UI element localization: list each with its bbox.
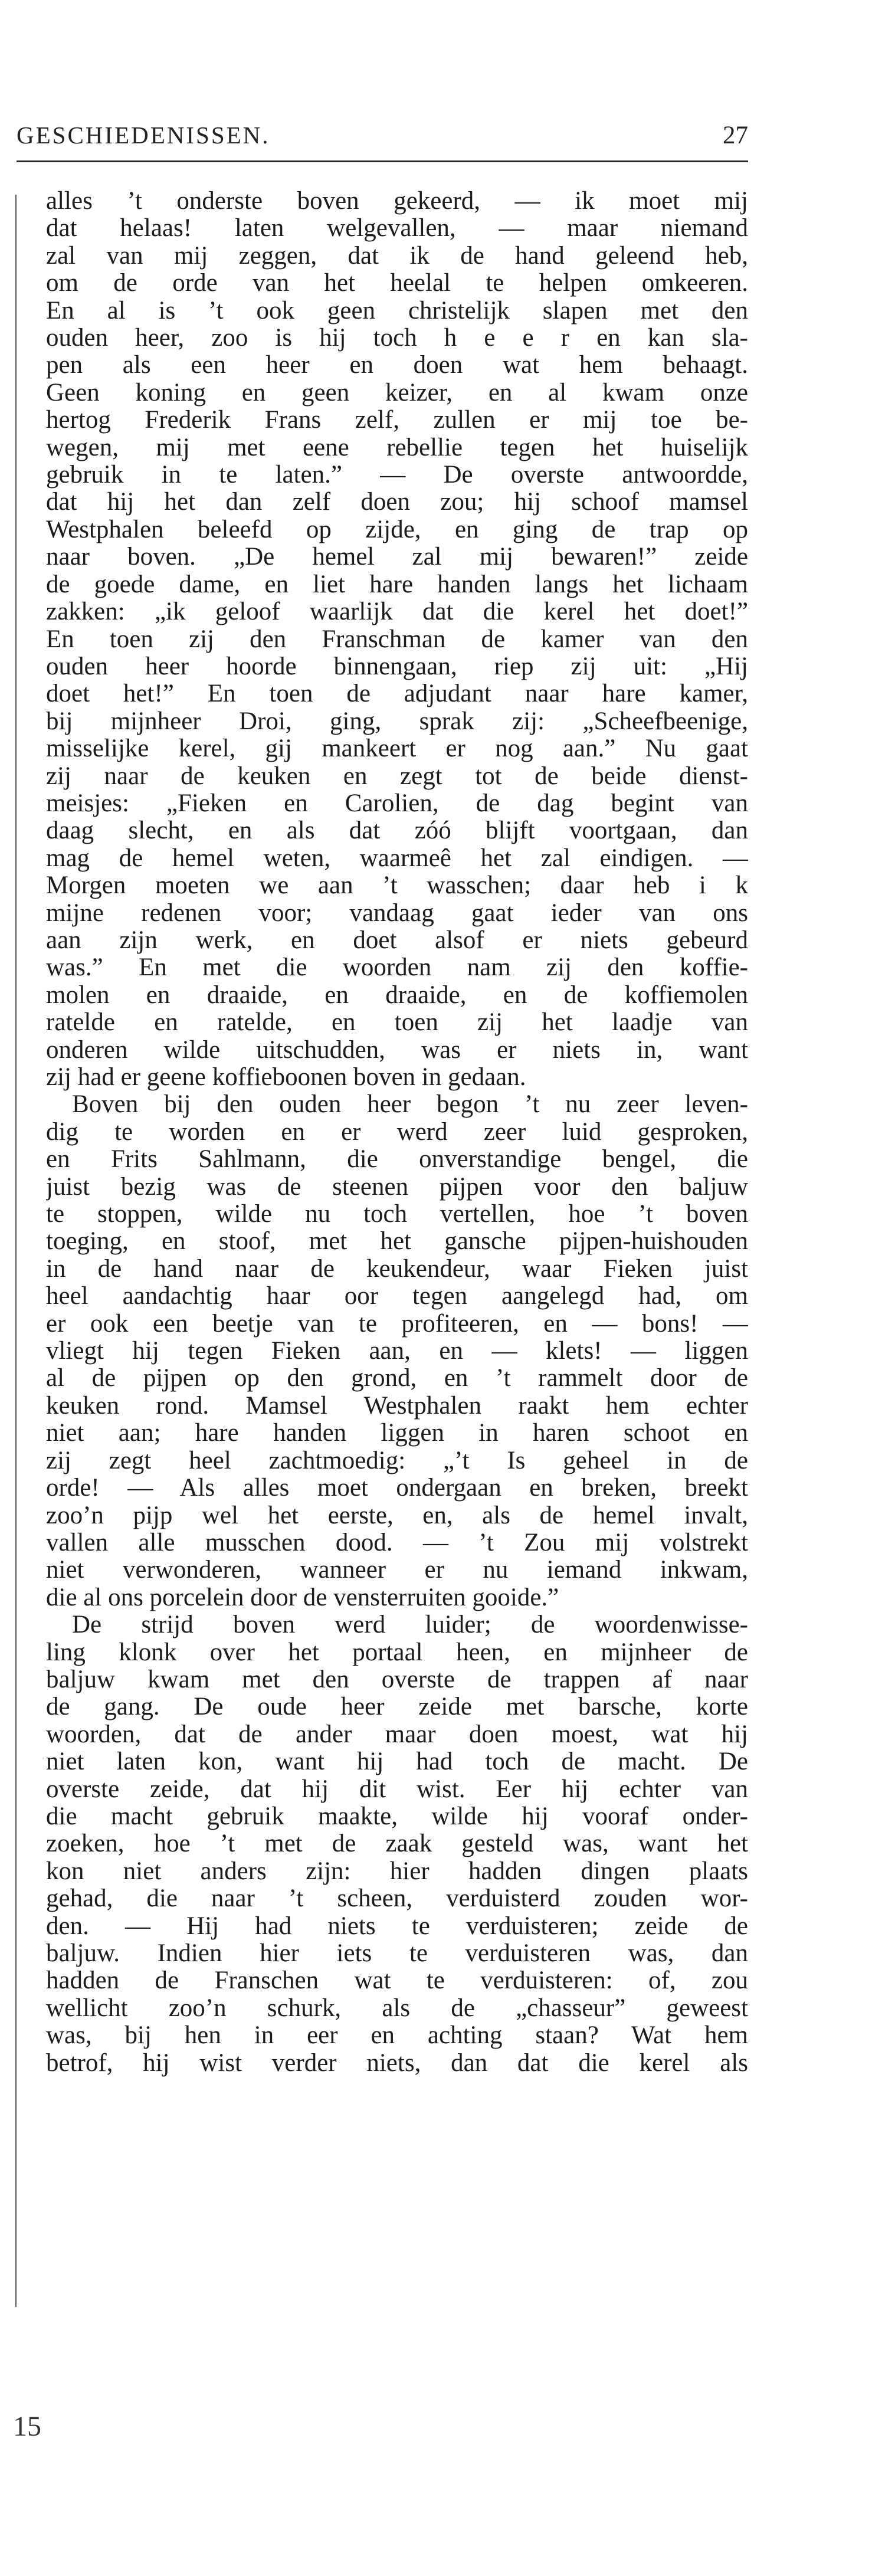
text-line: te stoppen, wilde nu toch vertellen, hoe ’t boven [46, 1201, 748, 1228]
text-line: den. — Hij had niets te verduisteren; zeide de [46, 1912, 748, 1940]
text-line: ling klonk over het portaal heen, en mijnheer de [46, 1638, 748, 1666]
text-line: die macht gebruik maakte, wilde hij vooraf onder- [46, 1802, 748, 1830]
text-line: was, bij hen in eer en achting staan? Wat hem [46, 2022, 748, 2050]
text-line: betrof, hij wist verder niets, dan dat die kerel als [46, 2049, 748, 2077]
text-line: niet verwonderen, wanneer er nu iemand inkwam, [46, 1556, 748, 1584]
text-line: zoo’n pijp wel het eerste, en, als de hemel invalt, [46, 1502, 748, 1529]
margin-rule [15, 195, 17, 2307]
body-text [46, 188, 748, 2077]
text-line: was.” En met die woorden nam zij den koffie- [46, 954, 748, 982]
text-line: vliegt hij tegen Fieken aan, en — klets! — liggen [46, 1338, 748, 1365]
text-line: Geen koning en geen keizer, en al kwam onze [46, 379, 748, 407]
text-line: al de pijpen op den grond, en ’t rammelt door de [46, 1365, 748, 1392]
text-line: ratelde en ratelde, en toen zij het laadje van [46, 1009, 748, 1037]
text-line: zakken: „ik geloof waarlijk dat die kerel het doet!” [46, 598, 748, 626]
text-line: dig te worden en er werd zeer luid gesproken, [46, 1118, 748, 1146]
text-line: mijne redenen voor; vandaag gaat ieder van ons [46, 899, 748, 927]
text-line: Boven bij den ouden heer begon ’t nu zeer leven- [72, 1091, 748, 1119]
text-line: gebruik in te laten.” — De overste antwoordde, [46, 461, 748, 489]
text-line: heel aandachtig haar oor tegen aangelegd had, om [46, 1283, 748, 1310]
text-line: de goede dame, en liet hare handen langs het lichaam [46, 571, 748, 598]
text-line: zij had er geene koffieboonen boven in gedaan. [46, 1064, 526, 1091]
text-line: vallen alle musschen dood. — ’t Zou mij volstrekt [46, 1529, 748, 1556]
text-line: wegen, mij met eene rebellie tegen het huiselijk [46, 434, 748, 461]
text-line: En al is ’t ook geen christelijk slapen met den [46, 297, 748, 325]
text-line: juist bezig was de steenen pijpen voor den baljuw [46, 1173, 748, 1201]
text-line: overste zeide, dat hij dit wist. Eer hij echter van [46, 1775, 748, 1803]
running-head: GESCHIEDENISSEN. [17, 122, 270, 149]
text-line: wellicht zoo’n schurk, als de „chasseur” geweest [46, 1994, 748, 2022]
text-line: niet laten kon, want hij had toch de macht. De [46, 1748, 748, 1776]
text-line: Morgen moeten we aan ’t wasschen; daar heb i k [46, 872, 748, 900]
text-line: daag slecht, en als dat zóó blijft voortgaan, dan [46, 817, 748, 845]
page-number: 27 [723, 122, 748, 149]
text-line: er ook een beetje van te profiteeren, en — bons! — [46, 1310, 748, 1338]
text-line: molen en draaide, en draaide, en de koffiemolen [46, 981, 748, 1009]
text-line: De strijd boven werd luider; de woordenwisse- [72, 1611, 748, 1639]
text-line: bij mijnheer Droi, ging, sprak zij: „Scheefbeenige, [46, 707, 748, 735]
text-line: misselijke kerel, gij mankeert er nog aan.” Nu gaat [46, 735, 748, 763]
text-line: pen als een heer en doen wat hem behaagt. [46, 352, 748, 379]
text-line: ouden heer hoorde binnengaan, riep zij uit: „Hij [46, 653, 748, 680]
text-line: in de hand naar de keukendeur, waar Fieken juist [46, 1255, 748, 1283]
text-line: baljuw. Indien hier iets te verduisteren was, dan [46, 1940, 748, 1967]
text-line: hadden de Franschen wat te verduisteren: of, zou [46, 1967, 748, 1995]
text-line: gehad, die naar ’t scheen, verduisterd zouden wor- [46, 1885, 748, 1913]
text-line: alles ’t onderste boven gekeerd, — ik moet mij [46, 188, 748, 215]
page-header [17, 121, 748, 156]
text-line: en Frits Sahlmann, die onverstandige bengel, die [46, 1146, 748, 1174]
text-line: dat hij het dan zelf doen zou; hij schoof mamsel [46, 489, 748, 516]
text-line: Westphalen beleefd op zijde, en ging de trap op [46, 516, 748, 543]
text-line: de gang. De oude heer zeide met barsche, korte [46, 1693, 748, 1721]
signature-mark: 15 [13, 2411, 41, 2442]
text-line: keuken rond. Mamsel Westphalen raakt hem echter [46, 1392, 748, 1420]
header-rule [17, 160, 748, 162]
text-line: niet aan; hare handen liggen in haren schoot en [46, 1420, 748, 1447]
text-line: meisjes: „Fieken en Carolien, de dag begint van [46, 789, 748, 817]
text-line: dat helaas! laten welgevallen, — maar niemand [46, 215, 748, 242]
text-line: aan zijn werk, en doet alsof er niets gebeurd [46, 926, 748, 954]
text-line: zij zegt heel zachtmoedig: „’t Is geheel in de [46, 1447, 748, 1474]
text-line: orde! — Als alles moet ondergaan en breken, breekt [46, 1474, 748, 1502]
text-line: kon niet anders zijn: hier hadden dingen plaats [46, 1857, 748, 1885]
text-line: onderen wilde uitschudden, was er niets in, want [46, 1036, 748, 1064]
text-line: zij naar de keuken en zegt tot de beide dienst- [46, 762, 748, 790]
text-line: toeging, en stoof, met het gansche pijpen-huishouden [46, 1228, 748, 1256]
text-line: En toen zij den Franschman de kamer van den [46, 625, 748, 653]
text-line: woorden, dat de ander maar doen moest, wat hij [46, 1720, 748, 1748]
text-line: hertog Frederik Frans zelf, zullen er mij toe be- [46, 407, 748, 434]
text-line: ouden heer, zoo is hij toch h e e r en kan sla- [46, 325, 748, 352]
text-line: baljuw kwam met den overste de trappen af naar [46, 1666, 748, 1693]
text-line: doet het!” En toen de adjudant naar hare kamer, [46, 680, 748, 708]
text-line: zoeken, hoe ’t met de zaak gesteld was, want het [46, 1830, 748, 1858]
text-line: mag de hemel weten, waarmeê het zal eindigen. — [46, 844, 748, 872]
text-line: die al ons porcelein door de vensterruiten gooide.” [46, 1584, 559, 1611]
text-line: zal van mij zeggen, dat ik de hand geleend heb, [46, 242, 748, 270]
text-line: naar boven. „De hemel zal mij bewaren!” zeide [46, 543, 748, 571]
text-line: om de orde van het heelal te helpen omkeeren. [46, 270, 748, 297]
